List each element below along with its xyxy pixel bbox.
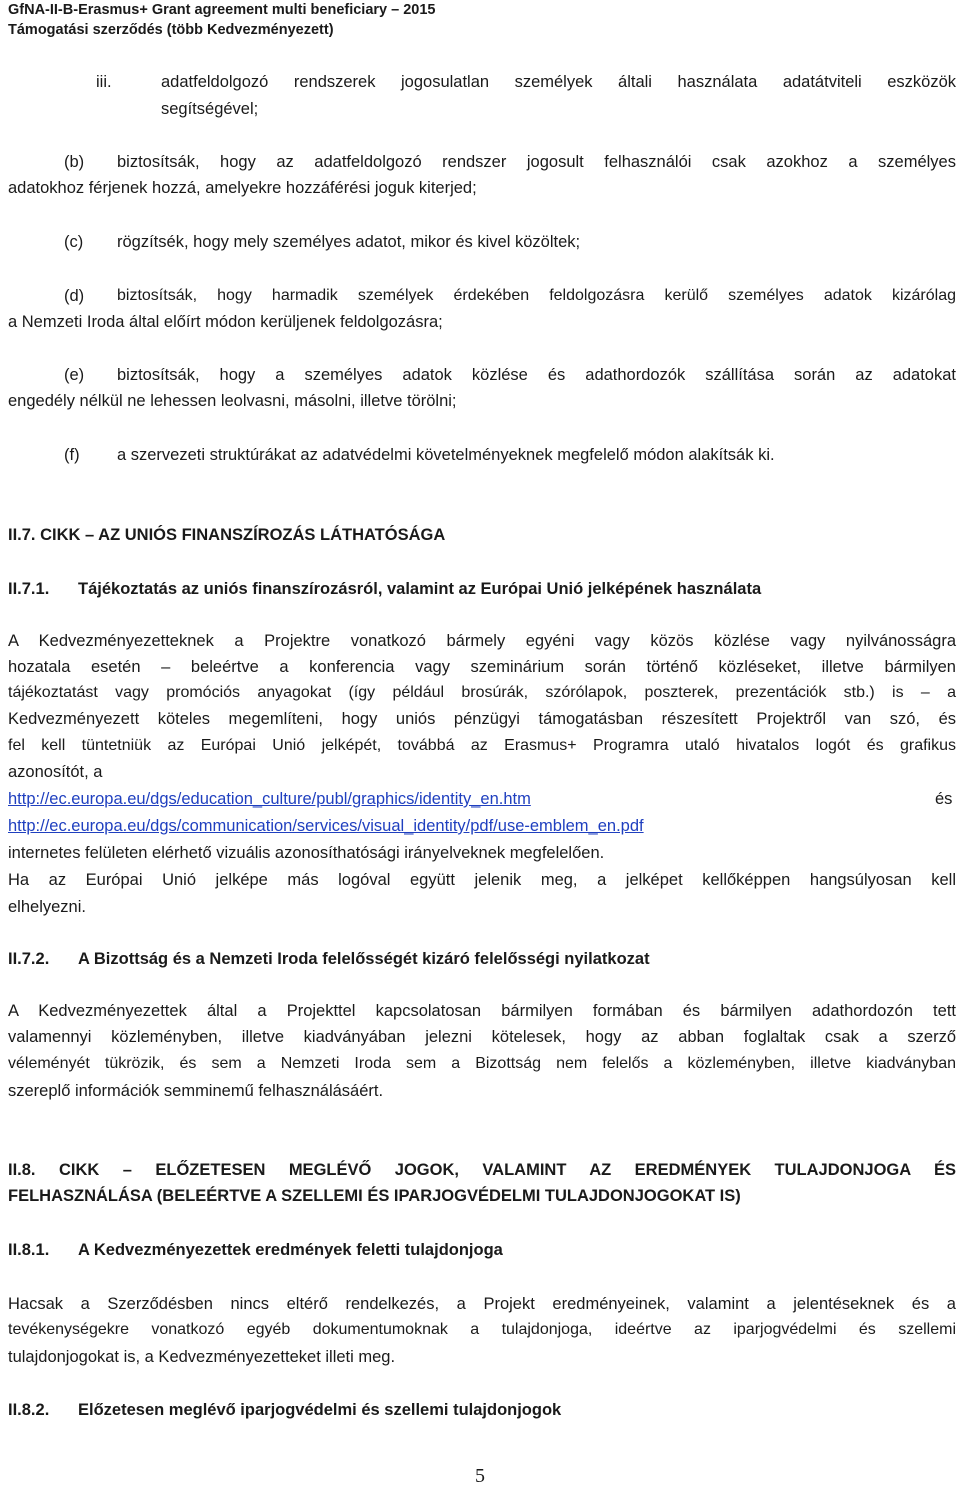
p4-line-3: tulajdonjogokat is, a Kedvezményezetteket illeti meg. (8, 1348, 396, 1366)
item-f-line-1: a szervezeti struktúrákat az adatvédelmi követelményeknek megfelelő módon alakítsák ki. (117, 446, 775, 464)
section-281-title: A Kedvezményezettek eredmények feletti tulajdonjoga (78, 1241, 503, 1259)
item-e-line-1: biztosítsák, hogy a személyes adatok közlése és adathordozók szállítása során az adatokat (117, 366, 956, 384)
item-d-line-1: biztosítsák, hogy harmadik személyek érdekében feldolgozásra kerülő személyes adatok kizárólag (117, 287, 956, 304)
item-f-label: (f) (64, 446, 80, 464)
item-iii-line-2: segítségével; (161, 100, 259, 118)
section-28-title-line-2: FELHASZNÁLÁSA (BELEÉRTVE A SZELLEMI ÉS IPARJOGVÉDELMI TULAJDONJOGOKAT IS) (8, 1187, 741, 1205)
section-272-number: II.7.2. (8, 950, 50, 968)
p1-es: és (935, 790, 953, 808)
header-line-1: GfNA-II-B-Erasmus+ Grant agreement multi beneficiary – 2015 (8, 2, 436, 18)
item-c-label: (c) (64, 233, 84, 251)
section-271-title: Tájékoztatás az uniós finanszírozásról, valamint az Európai Unió jelképének használata (78, 580, 762, 598)
item-e-label: (e) (64, 366, 85, 384)
item-b-label: (b) (64, 153, 85, 171)
item-d-line-2: a Nemzeti Iroda által előírt módon kerüljenek feldolgozásra; (8, 313, 443, 331)
section-282-title: Előzetesen meglévő iparjogvédelmi és szellemi tulajdonjogok (78, 1401, 562, 1419)
p1-line-4: Kedvezményezett köteles megemlíteni, hogy uniós pénzügyi támogatásban részesített Projektről van szó, és (8, 710, 956, 728)
section-28-title-line-1: II.8. CIKK – ELŐZETESEN MEGLÉVŐ JOGOK, VALAMINT AZ EREDMÉNYEK TULAJDONJOGA ÉS (8, 1161, 956, 1179)
p1-line-6: azonosítót, a (8, 763, 103, 781)
item-iii-label: iii. (96, 73, 112, 91)
item-d-label: (d) (64, 287, 85, 305)
p3-line-4: szereplő információk semminemű felhasználásáért. (8, 1082, 384, 1100)
p1-line-2: hozatala esetén – beleértve a konferencia vagy szeminárium során történő közléseket, illetve bármilyen (8, 658, 956, 676)
p4-line-1: Hacsak a Szerződésben nincs eltérő rendelkezés, a Projekt eredményeinek, valamint a jelentéseknek és a (8, 1295, 956, 1313)
link-identity-guidelines[interactable]: http://ec.europa.eu/dgs/education_culture/publ/graphics/identity_en.htm (8, 790, 531, 808)
p1-line-9: internetes felületen elérhető vizuális azonosíthatósági irányelveknek megfelelően. (8, 844, 605, 862)
section-282-number: II.8.2. (8, 1401, 50, 1419)
section-27-title: II.7. CIKK – AZ UNIÓS FINANSZÍROZÁS LÁTHATÓSÁGA (8, 526, 446, 544)
section-271-number: II.7.1. (8, 580, 50, 598)
section-281-number: II.8.1. (8, 1241, 50, 1259)
p4-line-2: tevékenységekre vonatkozó egyéb dokumentumoknak a tulajdonjoga, ideértve az iparjogvédelmi és szellemi (8, 1321, 956, 1338)
p3-line-3: véleményét tükrözik, és sem a Nemzeti Iroda sem a Bizottság nem felelős a közleményben, illetve kiadványban (8, 1055, 956, 1072)
p1-line-3: tájékoztatást vagy promóciós anyagokat (így például brosúrák, szórólapok, poszterek, prezentációk stb.) is – a (8, 684, 956, 701)
item-b-line-2: adatokhoz férjenek hozzá, amelyekre hozzáférési joguk kiterjed; (8, 179, 477, 197)
p1-line-5: fel kell tüntetniük az Európai Unió jelképét, továbbá az Erasmus+ Programra utaló hivatalos logót és grafikus (8, 737, 956, 754)
section-272-title: A Bizottság és a Nemzeti Iroda felelősségét kizáró felelősségi nyilatkozat (78, 950, 650, 968)
item-iii-line-1: adatfeldolgozó rendszerek jogosulatlan személyek általi használata adatátviteli eszközök (161, 73, 956, 91)
item-e-line-2: engedély nélkül ne lehessen leolvasni, másolni, illetve törölni; (8, 392, 457, 410)
item-b-line-1: biztosítsák, hogy az adatfeldolgozó rendszer jogosult felhasználói csak azokhoz a személyes (117, 153, 956, 171)
p2-line-1: Ha az Európai Unió jelképe más logóval együtt jelenik meg, a jelképet kellőképpen hangsúlyosan kell (8, 871, 956, 889)
item-c-line-1: rögzítsék, hogy mely személyes adatot, mikor és kivel közöltek; (117, 233, 581, 251)
p2-line-2: elhelyezni. (8, 898, 86, 916)
page-number: 5 (475, 1465, 485, 1487)
p3-line-2: valamennyi közleményben, illetve kiadványában jelezni kötelesek, hogy az abban foglaltak csak a szerző (8, 1028, 956, 1046)
header-line-2: Támogatási szerződés (több Kedvezményezett) (8, 22, 334, 38)
link-use-emblem[interactable]: http://ec.europa.eu/dgs/communication/services/visual_identity/pdf/use-emblem_en.pdf (8, 817, 644, 835)
p1-line-1: A Kedvezményezetteknek a Projektre vonatkozó bármely egyéni vagy közös közlése vagy nyilvánosságra (8, 632, 956, 650)
p3-line-1: A Kedvezményezettek által a Projekttel kapcsolatosan bármilyen formában és bármilyen adathordozón tett (8, 1002, 956, 1020)
